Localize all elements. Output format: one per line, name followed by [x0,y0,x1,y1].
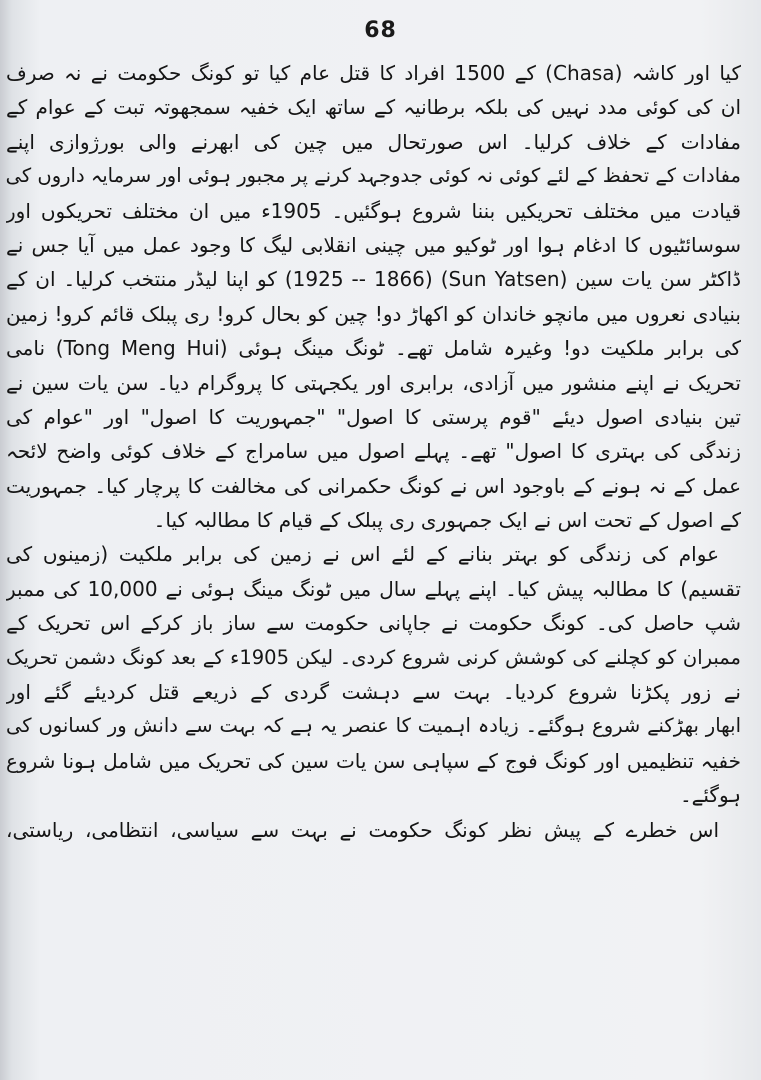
text-line: زندگی کی بہتری کا اصول" تھے۔ پہلے اصول میں سامراج کے خلاف کوئی واضح لائحہ [6,439,741,464]
text-line: عمل کے نہ ہونے کے باوجود اس نے کونگ حکمرانی کی مخالفت کا پرچار کیا۔ جمہوریت [6,473,741,498]
text-line: کیا اور کاشہ (Chasa) کے 1500 افراد کا قتل عام کیا تو کونگ حکومت نے نہ صرف [6,61,741,85]
page-number: 68 [364,18,397,43]
text-line: نے زور پکڑنا شروع کردیا۔ بہت سے دہشت گردی کے ذریعے قتل کردیئے گئے اور [6,680,741,705]
page-text [6,56,741,847]
text-line: مفادات کے تحفظ کے لئے کوئی نہ کوئی جدوجہد کرنے پر مجبور ہوئی اور سرمایہ داروں کی [6,164,741,188]
text-line: تحریک نے اپنے منشور میں آزادی، برابری اور یکجہتی کا پروگرام دیا۔ سن یات سین نے [6,370,741,395]
text-line: ڈاکٹر سن یات سین (Sun Yatsen) (1925 -- 1866) کو اپنا لیڈر منتخب کرلیا۔ ان کے [6,267,741,292]
text-line: ممبران کو کچلنے کی کوشش کرنی شروع کردی۔ لیکن 1905ء کے بعد کونگ دشمن تحریک [6,645,741,669]
text-line: ان کی کوئی مدد نہیں کی بلکہ برطانیہ کے ساتھ ایک خفیہ سمجھوتہ تبت کے عوام کے [6,95,741,120]
text-line: اس خطرے کے پیش نظر کونگ حکومت نے بہت سے سیاسی، انتظامی، ریاستی، [6,817,719,842]
text-line: تقسیم) کا مطالبہ پیش کیا۔ اپنے پہلے سال میں ٹونگ مینگ ہوئی نے 10,000 کی ممبر [6,576,741,601]
text-line: مفادات کے خلاف کرلیا۔ اس صورتحال میں چین کی ابھرنے والی بورژوازی اپنے [6,129,741,154]
text-line: بنیادی نعروں میں مانچو خاندان کو اکھاڑ دو! چین کو بحال کرو! ری پبلک قائم کرو! زمین [6,301,741,326]
text-line: عوام کی زندگی کو بہتر بنانے کے لئے اس نے زمین کی برابر ملکیت (زمینوں کی [6,542,719,567]
text-line: تین بنیادی اصول دیئے "قوم پرستی کا اصول" "جمہوریت کا اصول" اور "عوام کی [6,404,741,429]
text-line: شپ حاصل کی۔ کونگ حکومت نے جاپانی حکومت سے ساز باز کرکے اس تحریک کے [6,611,741,636]
text-line: کے اصول کے تحت اس نے ایک جمہوری ری پبلک کے قیام کا مطالبہ کیا۔ [153,508,741,533]
text-line: ہوگئے۔ [679,783,741,808]
text-line: سوسائٹیوں کا ادغام ہوا اور ٹوکیو میں چینی انقلابی لیگ کا وجود عمل میں آیا جس نے [6,232,741,257]
text-line: خفیہ تنظیمیں اور کونگ فوج کے سپاہی سن یات سین کی تحریک میں شامل ہونا شروع [6,748,741,773]
text-line: کی برابر ملکیت دو! وغیرہ شامل تھے۔ ٹونگ مینگ ہوئی (Tong Meng Hui) نامی [6,336,741,361]
text-line: ابھار بھڑکنے شروع ہوگئے۔ زیادہ اہمیت کا عنصر یہ ہے کہ بہت سے دانش ور کسانوں کی [6,714,741,738]
text-line: قیادت میں مختلف تحریکیں بننا شروع ہوگئیں۔ 1905ء میں ان مختلف تحریکوں اور [6,198,741,223]
